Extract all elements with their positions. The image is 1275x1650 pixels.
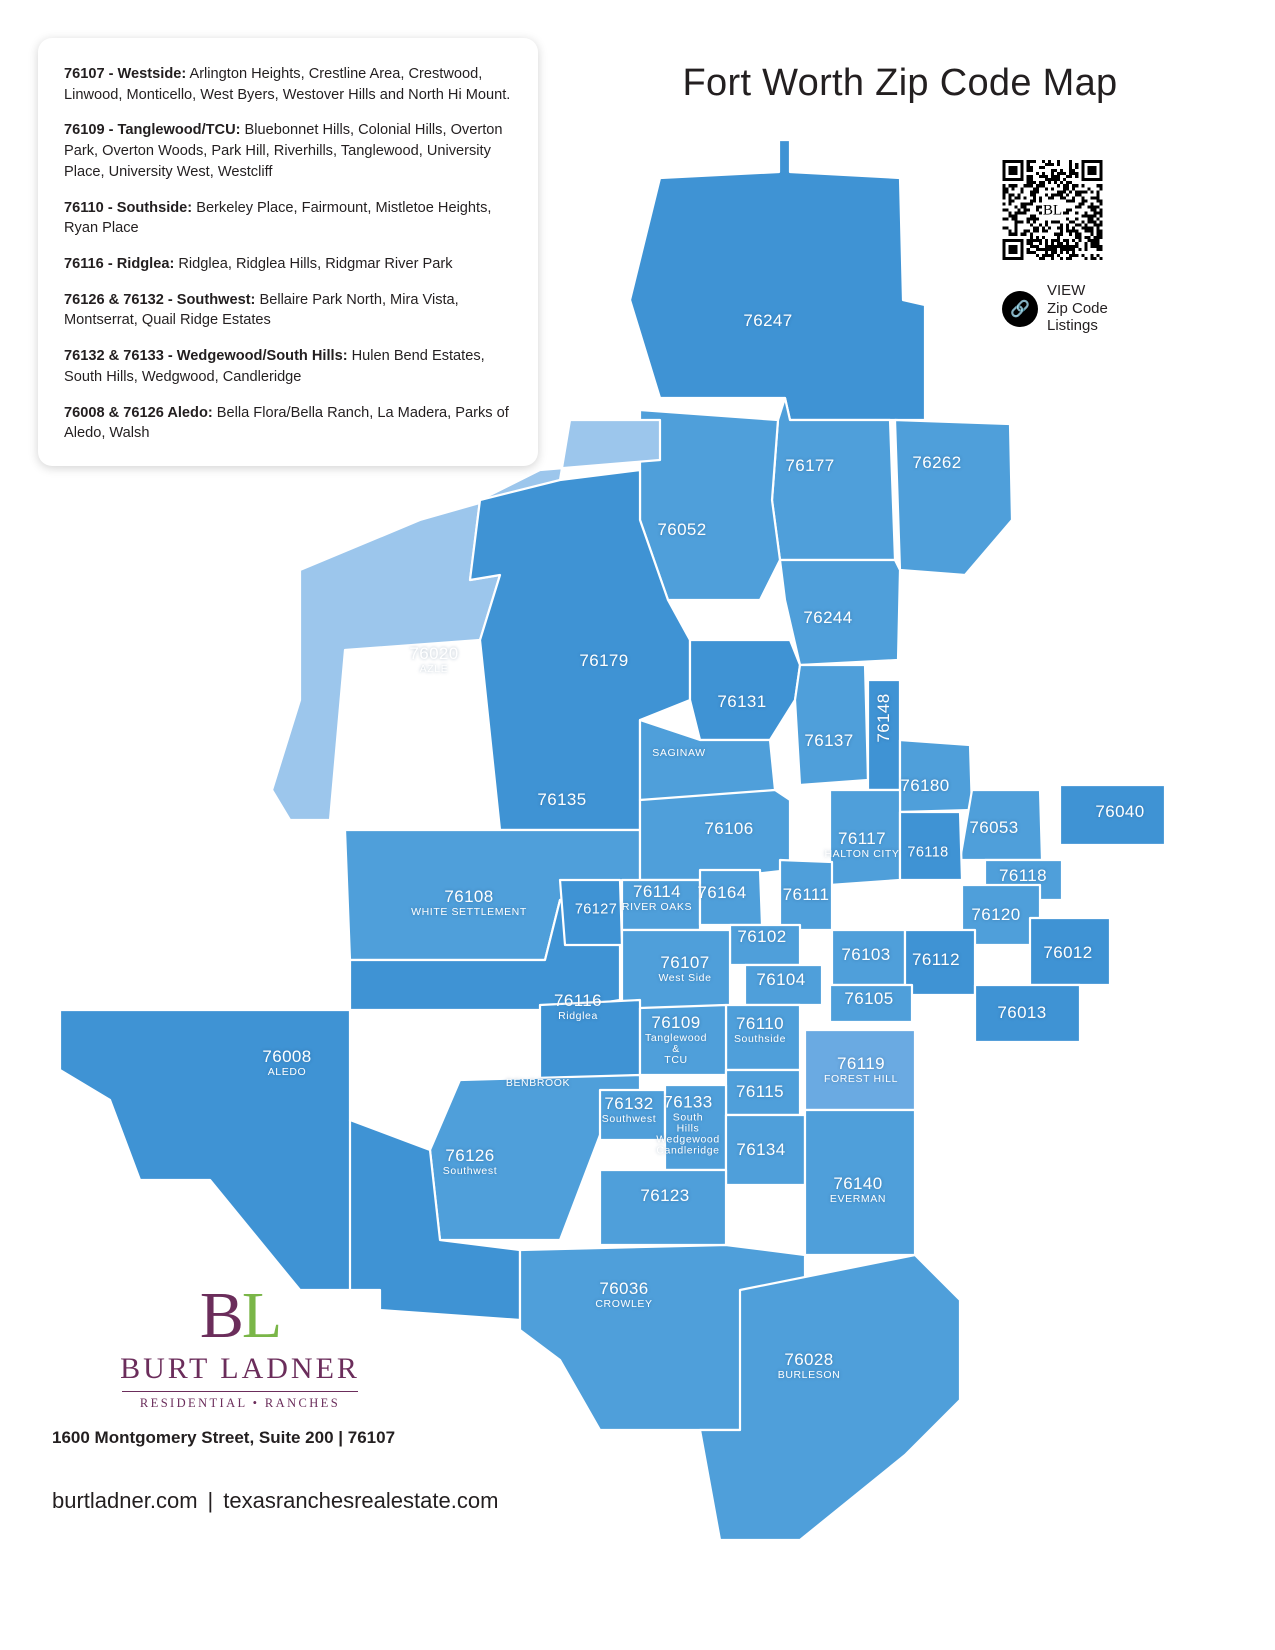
zone-76107 xyxy=(622,930,730,1010)
zone-code: 76106 xyxy=(704,819,754,839)
legend-item xyxy=(64,290,512,331)
legend-item-heading: 76110 - Southside: xyxy=(64,199,193,216)
zone-76109 xyxy=(640,1005,726,1075)
zone-code: 76119 xyxy=(836,1054,885,1074)
zone-code: 76052 xyxy=(657,520,707,540)
zone-76131 xyxy=(690,640,800,740)
zone-76127 xyxy=(560,880,622,945)
zone-subname: West Side xyxy=(658,971,712,984)
zone-code: 76036 xyxy=(599,1279,649,1299)
zone-76012 xyxy=(1030,918,1110,985)
zone-subname: BURLESON xyxy=(777,1368,841,1381)
legend-item xyxy=(64,346,512,387)
zone-code: 76118 xyxy=(907,844,949,861)
legend-item xyxy=(64,254,512,275)
zone-code: 76179 xyxy=(579,651,629,671)
zone-code: 76126 xyxy=(445,1146,495,1166)
secondary-website-link[interactable]: texasranchesrealestate.com xyxy=(223,1488,499,1513)
zone-code: 76118 xyxy=(998,866,1048,886)
svg-text:BL: BL xyxy=(1042,201,1063,219)
zone-76123 xyxy=(600,1170,726,1245)
zone-subname: Southwest xyxy=(442,1164,498,1177)
primary-website-link[interactable]: burtladner.com xyxy=(52,1488,198,1513)
zone-code: 76107 xyxy=(660,953,710,973)
zone-subname: EVERMAN xyxy=(829,1192,887,1205)
zone-code: 76110 xyxy=(735,1014,785,1034)
legend-card xyxy=(38,38,538,466)
zone-76115 xyxy=(726,1070,800,1115)
zone-76119 xyxy=(805,1030,915,1110)
view-link-line3: Listings xyxy=(1047,317,1098,335)
zone-code: 76123 xyxy=(640,1186,690,1206)
monogram-l: L xyxy=(241,1279,281,1352)
legend-item-heading: 76116 - Ridglea: xyxy=(64,256,175,273)
zone-code: 76131 xyxy=(717,692,767,712)
zone-code: 76135 xyxy=(537,790,587,810)
legend-item-text: Berkeley Place, Fairmount, Mistletoe Heights, Ryan Place xyxy=(64,199,492,237)
view-link-line2: Zip Code xyxy=(1047,299,1108,317)
zone-code: 76180 xyxy=(900,776,950,796)
legend-item-heading: 76132 & 76133 - Wedgewood/South Hills: xyxy=(64,348,348,365)
zone-subname: HALTON CITY xyxy=(824,847,900,860)
zone-subname: WHITE SETTLEMENT xyxy=(411,905,527,918)
brand-logo xyxy=(100,1279,380,1411)
qr-code-image xyxy=(1000,160,1105,260)
zone-code: 76244 xyxy=(803,608,853,628)
brand-tagline: RESIDENTIAL • RANCHES xyxy=(139,1395,341,1410)
zone-code: 76012 xyxy=(1043,943,1093,963)
zone-subname: ALEDO xyxy=(267,1065,307,1078)
zone-subname: RIVER OAKS xyxy=(621,900,693,913)
zone-code: 76111 xyxy=(782,885,830,905)
brand-monogram xyxy=(100,1279,380,1352)
zone-76110 xyxy=(726,1005,800,1070)
legend-item xyxy=(64,64,512,105)
zone-76133 xyxy=(665,1085,726,1170)
zone-76148 xyxy=(868,680,900,790)
zone-code: 76103 xyxy=(841,945,891,965)
view-link-label xyxy=(1047,282,1108,335)
zone-76134 xyxy=(726,1115,805,1185)
zone-subname: SAGINAW xyxy=(652,746,706,759)
zone-code: 76013 xyxy=(997,1003,1047,1023)
zone-code: 76112 xyxy=(911,950,961,970)
zone-76177 xyxy=(772,398,895,560)
zone-code: 76102 xyxy=(737,927,787,947)
legend-item-heading: 76126 & 76132 - Southwest: xyxy=(64,291,256,308)
zone-code: 76020 xyxy=(409,644,459,664)
zone-76132 xyxy=(600,1090,665,1140)
legend-item-text: Bellaire Park North, Mira Vista, Montserrat, Quail Ridge Estates xyxy=(64,291,459,329)
legend-item-heading: 76008 & 76126 Aledo: xyxy=(64,404,213,421)
zone-76053 xyxy=(960,790,1042,860)
legend-item-text: Bluebonnet Hills, Colonial Hills, Overton Park, Overton Woods, Park Hill, Riverhills, Tanglewood, University Place, University West, Westcliff xyxy=(64,122,503,180)
legend-item-text: Bella Flora/Bella Ranch, La Madera, Parks of Aledo, Walsh xyxy=(64,404,509,442)
zone-code: 76114 xyxy=(632,882,681,902)
zone-76140 xyxy=(805,1110,915,1255)
zone-76008 xyxy=(60,1010,380,1290)
qr-code[interactable] xyxy=(1000,160,1110,265)
brand-name: BURT LADNER xyxy=(120,1351,360,1385)
zone-subname: AZLE xyxy=(419,662,449,675)
zone-76106 xyxy=(640,790,790,880)
zone-code: 76105 xyxy=(844,989,894,1009)
legend-item xyxy=(64,198,512,239)
monogram-b: B xyxy=(199,1279,242,1352)
zone-subname: Tanglewood & TCU xyxy=(644,1031,708,1066)
zone-code: 76116 xyxy=(553,991,603,1011)
zone-subname: Ridglea xyxy=(558,1009,598,1022)
zone-code: 76053 xyxy=(969,818,1019,838)
zone-76247 xyxy=(630,140,925,420)
legend-item-text: Ridglea, Ridglea Hills, Ridgmar River Park xyxy=(174,256,453,273)
zone-code: 76262 xyxy=(912,453,962,473)
zone-76118a xyxy=(900,812,962,880)
zone-code: 76164 xyxy=(697,883,747,903)
zone-76111 xyxy=(780,860,832,930)
zone-subname: Southwest xyxy=(601,1112,657,1125)
zone-code: 76115 xyxy=(735,1082,785,1102)
view-link-line1: VIEW xyxy=(1047,282,1086,299)
zone-76116 xyxy=(540,1000,640,1080)
legend-item xyxy=(64,120,512,182)
zone-76244 xyxy=(780,560,900,665)
zone-code: 76148 xyxy=(874,693,894,743)
legend-item-heading: 76109 - Tanglewood/TCU: xyxy=(64,122,241,139)
legend-item xyxy=(64,403,512,444)
zone-code: 76040 xyxy=(1095,802,1145,822)
brand-divider xyxy=(122,1391,358,1392)
zone-code: 76028 xyxy=(784,1350,834,1370)
zone-code: 76132 xyxy=(604,1094,654,1114)
website-links xyxy=(52,1488,498,1514)
zone-76105 xyxy=(830,985,912,1022)
website-separator: | xyxy=(207,1488,214,1513)
zone-subname: Southside xyxy=(733,1032,787,1045)
zone-code: 76127 xyxy=(574,901,618,918)
page-title: Fort Worth Zip Code Map xyxy=(682,62,1118,104)
zone-code: 76117 xyxy=(837,829,886,849)
zone-76040 xyxy=(1060,785,1165,845)
zone-76137 xyxy=(795,665,868,785)
zone-code: 76140 xyxy=(833,1174,883,1194)
zone-76102 xyxy=(730,925,800,965)
zone-subname: FOREST HILL xyxy=(823,1072,899,1085)
zone-code: 76120 xyxy=(971,905,1021,925)
zone-code: 76108 xyxy=(444,887,494,907)
zone-subname: South Hills Wedgewood Candleridge xyxy=(656,1111,720,1157)
legend-item-text: Hulen Bend Estates, South Hills, Wedgwood, Candleridge xyxy=(64,348,485,385)
zone-code: 76133 xyxy=(663,1092,713,1112)
zone-76112 xyxy=(905,930,975,995)
zone-code: 76137 xyxy=(804,731,854,751)
legend-item-text: Arlington Heights, Crestline Area, Crestwood, Linwood, Monticello, West Byers, Westover Hills and North Hi Mount. xyxy=(64,66,511,103)
zone-code: 76247 xyxy=(743,311,793,331)
zone-76013 xyxy=(975,985,1080,1042)
zone-76114 xyxy=(622,880,700,930)
zone-76180 xyxy=(900,740,972,812)
zone-76103 xyxy=(832,930,905,985)
view-zip-code-listings-link[interactable] xyxy=(1002,282,1108,335)
office-address: 1600 Montgomery Street, Suite 200 | 76107 xyxy=(52,1428,396,1447)
zone-76262 xyxy=(895,420,1012,575)
zone-subname: BENBROOK xyxy=(505,1076,571,1089)
zone-76117 xyxy=(830,790,900,885)
legend-item-heading: 76107 - Westside: xyxy=(64,66,187,82)
zone-code: 76104 xyxy=(756,970,806,990)
zone-code: 76008 xyxy=(262,1047,312,1067)
zone-76164 xyxy=(700,870,762,925)
zone-code: 76177 xyxy=(785,456,835,476)
zone-subname: CROWLEY xyxy=(595,1297,653,1310)
zone-code: 76109 xyxy=(651,1013,701,1033)
zone-code: 76134 xyxy=(736,1140,786,1160)
link-icon: 🔗 xyxy=(1002,291,1038,327)
zone-76028 xyxy=(700,1255,960,1540)
zone-76104 xyxy=(745,965,822,1005)
